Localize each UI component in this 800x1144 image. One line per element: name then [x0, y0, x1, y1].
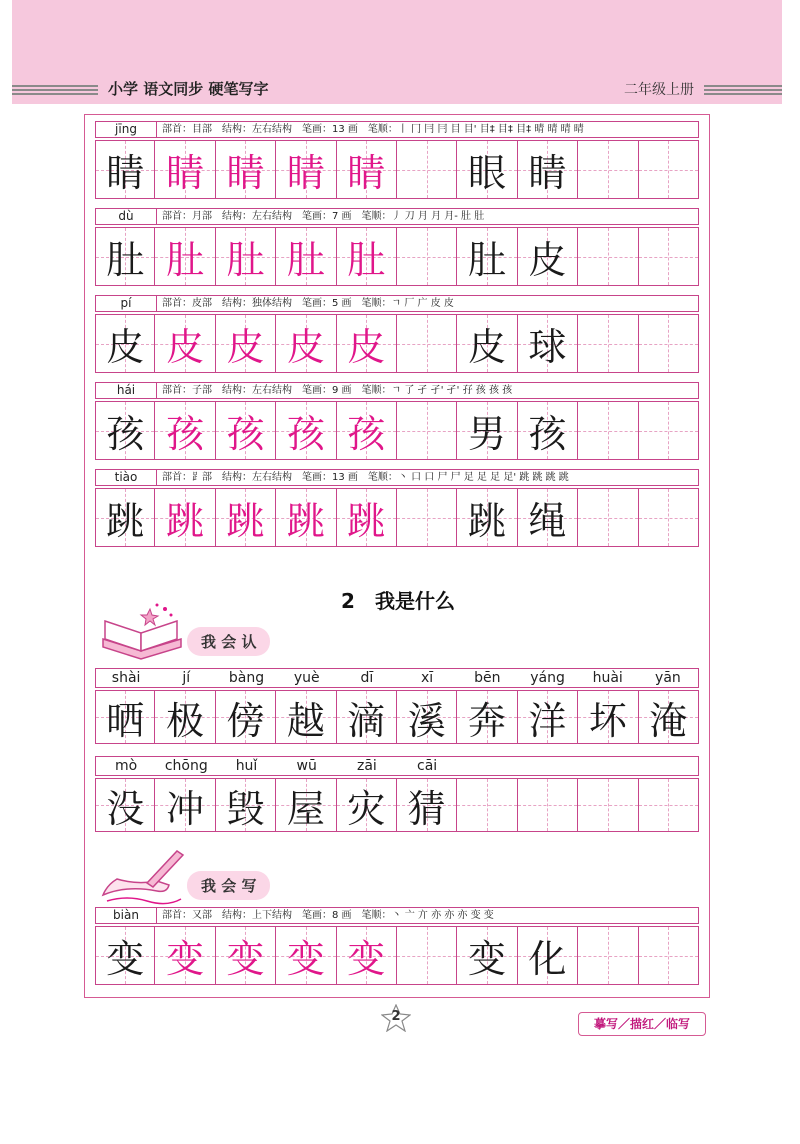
pinyin-label: yáng [530, 670, 565, 686]
trace-char: 孩 [166, 412, 205, 456]
word-char: 皮 [468, 325, 507, 369]
pinyin-label: mò [115, 758, 138, 774]
writing-cell[interactable] [276, 227, 336, 286]
recognize-char: 奔 [468, 698, 507, 743]
open-book-icon [97, 599, 189, 661]
empty-cell-content [397, 927, 456, 984]
model-char: 皮 [106, 325, 145, 369]
pinyin-label: yān [655, 670, 681, 686]
header-lines-left [12, 85, 98, 95]
tianzi-grid [95, 140, 699, 199]
trace-char: 跳 [226, 499, 265, 543]
char-cell [639, 690, 699, 744]
writing-cell[interactable] [337, 926, 397, 985]
writing-cell[interactable] [518, 227, 578, 286]
page-header [12, 76, 782, 104]
empty-cell-content [578, 927, 637, 984]
char-cell [95, 690, 155, 744]
empty-cell-content [578, 228, 637, 285]
word-char: 球 [528, 325, 567, 369]
writing-cell[interactable] [457, 926, 517, 985]
writing-block [95, 907, 699, 985]
writing-block [95, 121, 699, 199]
tianzi-grid [95, 314, 699, 373]
trace-char: 孩 [226, 412, 265, 456]
char-cell [216, 778, 276, 832]
model-char: 睛 [106, 151, 145, 195]
recognize-char: 屋 [286, 786, 325, 831]
writing-cell[interactable] [216, 140, 276, 199]
stroke-info: 部首：月部 结构：左右结构 笔画：7 画 笔顺：丿 刀 月 月 月- 肚 肚 [162, 211, 485, 222]
char-cell [578, 778, 638, 832]
tianzi-grid [95, 401, 699, 460]
writing-cell[interactable] [337, 227, 397, 286]
writing-cell[interactable] [95, 488, 155, 547]
recognize-row [95, 756, 699, 832]
recognize-char: 洋 [528, 698, 567, 743]
recognize-char: 猜 [407, 786, 446, 831]
pinyin-label: wū [296, 758, 317, 774]
recognize-char: 没 [106, 786, 145, 831]
writing-cell[interactable] [276, 314, 336, 373]
writing-cell[interactable] [155, 227, 215, 286]
content-frame [84, 114, 710, 998]
recognize-char: 灾 [347, 786, 386, 831]
recognize-char: 越 [286, 698, 325, 743]
char-cell [578, 690, 638, 744]
trace-char: 肚 [347, 238, 386, 282]
writing-cell[interactable] [397, 401, 457, 460]
empty-cell-content [639, 927, 698, 984]
char-info-bar [95, 208, 699, 225]
pinyin-label: xī [421, 670, 434, 686]
writing-block [95, 295, 699, 373]
trace-char: 睛 [166, 151, 205, 195]
writing-cell[interactable] [337, 140, 397, 199]
hand-writing-icon [97, 845, 189, 907]
empty-cell-content [578, 402, 637, 459]
trace-char: 跳 [347, 499, 386, 543]
writing-cell[interactable] [578, 926, 638, 985]
trace-char: 肚 [166, 238, 205, 282]
char-cell [457, 778, 517, 832]
page-number: 2 [391, 1009, 401, 1024]
writing-cell[interactable] [216, 488, 276, 547]
grade-label: 二年级上册 [624, 82, 694, 98]
empty-cell-content [639, 141, 698, 198]
char-info-bar [95, 469, 699, 486]
char-cell [276, 690, 336, 744]
tianzi-grid [95, 778, 699, 832]
recognize-char [457, 779, 516, 831]
char-info-bar [95, 382, 699, 399]
writing-block [95, 208, 699, 286]
trace-char: 变 [166, 937, 205, 981]
writing-cell[interactable] [518, 488, 578, 547]
char-cell [216, 690, 276, 744]
empty-cell-content [639, 489, 698, 546]
pinyin-label: dù [96, 209, 157, 224]
recognize-char: 傍 [226, 698, 265, 743]
word-char: 眼 [468, 151, 507, 195]
pinyin-label: bēn [474, 670, 501, 686]
writing-cell[interactable] [216, 314, 276, 373]
writing-cell[interactable] [155, 926, 215, 985]
pinyin-label [517, 757, 577, 775]
writing-cell[interactable] [276, 926, 336, 985]
book-title: 小学 语文同步 硬笔写字 [108, 80, 269, 98]
trace-char: 孩 [286, 412, 325, 456]
writing-cell[interactable] [337, 314, 397, 373]
trace-char: 肚 [226, 238, 265, 282]
word-char: 皮 [528, 238, 567, 282]
trace-char: 跳 [286, 499, 325, 543]
recognize-char: 冲 [166, 786, 205, 831]
trace-char: 皮 [226, 325, 265, 369]
writing-cell[interactable] [95, 140, 155, 199]
writing-cell[interactable] [397, 926, 457, 985]
pinyin-label [457, 757, 517, 775]
writing-cell[interactable] [457, 227, 517, 286]
writing-cell[interactable] [95, 926, 155, 985]
word-char: 男 [468, 412, 507, 456]
trace-char: 变 [226, 937, 265, 981]
writing-cell[interactable] [639, 488, 699, 547]
model-char: 变 [106, 937, 145, 981]
writing-cell[interactable] [578, 401, 638, 460]
pinyin-label: hái [96, 383, 157, 398]
word-char: 绳 [528, 499, 567, 543]
word-char: 睛 [528, 151, 567, 195]
writing-cell[interactable] [216, 227, 276, 286]
writing-cell[interactable] [578, 314, 638, 373]
recognize-row [95, 668, 699, 744]
writing-cell[interactable] [578, 227, 638, 286]
model-char: 跳 [106, 499, 145, 543]
writing-cell[interactable] [457, 488, 517, 547]
char-cell [337, 778, 397, 832]
recognize-char: 极 [166, 698, 205, 743]
writing-cell[interactable] [337, 401, 397, 460]
empty-cell-content [639, 402, 698, 459]
char-cell [155, 778, 215, 832]
char-cell [337, 690, 397, 744]
page-number-badge [381, 1004, 411, 1032]
writing-cell[interactable] [518, 401, 578, 460]
writing-cell[interactable] [397, 488, 457, 547]
pinyin-label: zāi [357, 758, 377, 774]
word-char: 孩 [528, 412, 567, 456]
writing-cell[interactable] [457, 314, 517, 373]
stroke-info: 部首：⻊部 结构：左右结构 笔画：13 画 笔顺：丶 口 口 尸 尸 足 足 足 足' 跳 跳 跳 跳 [162, 472, 569, 483]
writing-cell[interactable] [95, 401, 155, 460]
word-char: 肚 [468, 238, 507, 282]
model-char: 孩 [106, 412, 145, 456]
trace-char: 皮 [347, 325, 386, 369]
pinyin-label: shài [111, 670, 141, 686]
writing-cell[interactable] [639, 227, 699, 286]
char-cell [397, 690, 457, 744]
recognize-char: 滴 [347, 698, 386, 743]
trace-char: 皮 [166, 325, 205, 369]
empty-cell-content [639, 228, 698, 285]
char-cell [397, 778, 457, 832]
section-write-label: 我 会 写 [187, 871, 270, 900]
trace-char: 变 [286, 937, 325, 981]
writing-cell[interactable] [337, 488, 397, 547]
pinyin-label [638, 757, 698, 775]
lesson-title: 2 我是什么 [341, 589, 455, 613]
pinyin-label: jīng [96, 122, 157, 137]
char-cell [639, 778, 699, 832]
empty-cell-content [397, 402, 456, 459]
writing-cell[interactable] [155, 140, 215, 199]
empty-cell-content [578, 141, 637, 198]
writing-cell[interactable] [457, 140, 517, 199]
writing-cell[interactable] [397, 140, 457, 199]
pinyin-label: huǐ [235, 758, 258, 774]
char-cell [276, 778, 336, 832]
tianzi-grid [95, 227, 699, 286]
empty-cell-content [639, 315, 698, 372]
word-char: 化 [528, 937, 567, 981]
pinyin-label: pí [96, 296, 157, 311]
trace-char: 睛 [347, 151, 386, 195]
recognize-char [639, 779, 698, 831]
trace-char: 睛 [226, 151, 265, 195]
recognize-char [578, 779, 637, 831]
trace-char: 跳 [166, 499, 205, 543]
writing-cell[interactable] [639, 314, 699, 373]
char-cell [95, 778, 155, 832]
pinyin-row [95, 668, 699, 688]
tianzi-grid [95, 488, 699, 547]
word-char: 变 [468, 937, 507, 981]
char-info-bar [95, 295, 699, 312]
trace-char: 皮 [286, 325, 325, 369]
tianzi-grid [95, 926, 699, 985]
recognize-char: 溪 [407, 698, 446, 743]
writing-cell[interactable] [639, 926, 699, 985]
char-cell [155, 690, 215, 744]
pinyin-label: chōng [164, 758, 208, 774]
empty-cell-content [578, 489, 637, 546]
char-cell [518, 690, 578, 744]
stroke-info: 部首：子部 结构：左右结构 笔画：9 画 笔顺：ㄱ 了 孑 孑' 孑' 孖 孩 孩 孩 [162, 385, 513, 396]
pinyin-row [95, 756, 699, 776]
trace-char: 睛 [286, 151, 325, 195]
trace-char: 孩 [347, 412, 386, 456]
writing-cell[interactable] [518, 140, 578, 199]
writing-cell[interactable] [397, 227, 457, 286]
footer-tag: 摹写／描红／临写 [578, 1012, 706, 1036]
writing-cell[interactable] [578, 488, 638, 547]
recognize-char [518, 779, 577, 831]
writing-cell[interactable] [95, 314, 155, 373]
pinyin-label: cāi [417, 758, 438, 774]
writing-cell[interactable] [518, 926, 578, 985]
writing-cell[interactable] [457, 401, 517, 460]
writing-cell[interactable] [155, 488, 215, 547]
writing-cell[interactable] [397, 314, 457, 373]
word-char: 跳 [468, 499, 507, 543]
stroke-info: 部首：又部 结构：上下结构 笔画：8 画 笔顺：丶 亠 亣 亦 亦 亦 变 变 [162, 910, 494, 921]
writing-cell[interactable] [276, 488, 336, 547]
char-cell [457, 690, 517, 744]
writing-cell[interactable] [155, 314, 215, 373]
writing-cell[interactable] [578, 140, 638, 199]
section-recognize-label: 我 会 认 [187, 627, 270, 656]
stroke-info: 部首：皮部 结构：独体结构 笔画：5 画 笔顺：ㄱ 厂 广 皮 皮 [162, 298, 454, 309]
stroke-info: 部首：目部 结构：左右结构 笔画：13 画 笔顺：丨 冂 冃 冃 目 目' 目‡ 目‡ 目‡ 晴 晴 晴 晴 [162, 124, 584, 135]
writing-cell[interactable] [95, 227, 155, 286]
trace-char: 变 [347, 937, 386, 981]
writing-cell[interactable] [639, 401, 699, 460]
pinyin-label: dī [360, 670, 374, 686]
writing-cell[interactable] [276, 140, 336, 199]
char-info-bar [95, 907, 699, 924]
empty-cell-content [397, 315, 456, 372]
char-info-bar [95, 121, 699, 138]
pinyin-label: bàng [228, 670, 265, 686]
writing-cell[interactable] [216, 926, 276, 985]
pinyin-label: jí [182, 670, 191, 686]
pinyin-label: tiào [96, 470, 157, 485]
recognize-char: 坏 [588, 698, 627, 743]
writing-block [95, 469, 699, 547]
writing-cell[interactable] [276, 401, 336, 460]
header-lines-right [704, 85, 782, 95]
writing-cell[interactable] [216, 401, 276, 460]
tianzi-grid [95, 690, 699, 744]
empty-cell-content [397, 141, 456, 198]
writing-cell[interactable] [639, 140, 699, 199]
writing-cell[interactable] [155, 401, 215, 460]
empty-cell-content [397, 489, 456, 546]
trace-char: 肚 [286, 238, 325, 282]
char-cell [518, 778, 578, 832]
model-char: 肚 [106, 238, 145, 282]
recognize-char: 晒 [106, 698, 145, 743]
pinyin-label: huài [592, 670, 623, 686]
recognize-char: 淹 [649, 698, 688, 743]
empty-cell-content [578, 315, 637, 372]
pinyin-label: biàn [96, 908, 157, 923]
empty-cell-content [397, 228, 456, 285]
pinyin-label [578, 757, 638, 775]
recognize-char: 毁 [226, 786, 265, 831]
pinyin-label: yuè [293, 670, 320, 686]
writing-cell[interactable] [518, 314, 578, 373]
writing-block [95, 382, 699, 460]
